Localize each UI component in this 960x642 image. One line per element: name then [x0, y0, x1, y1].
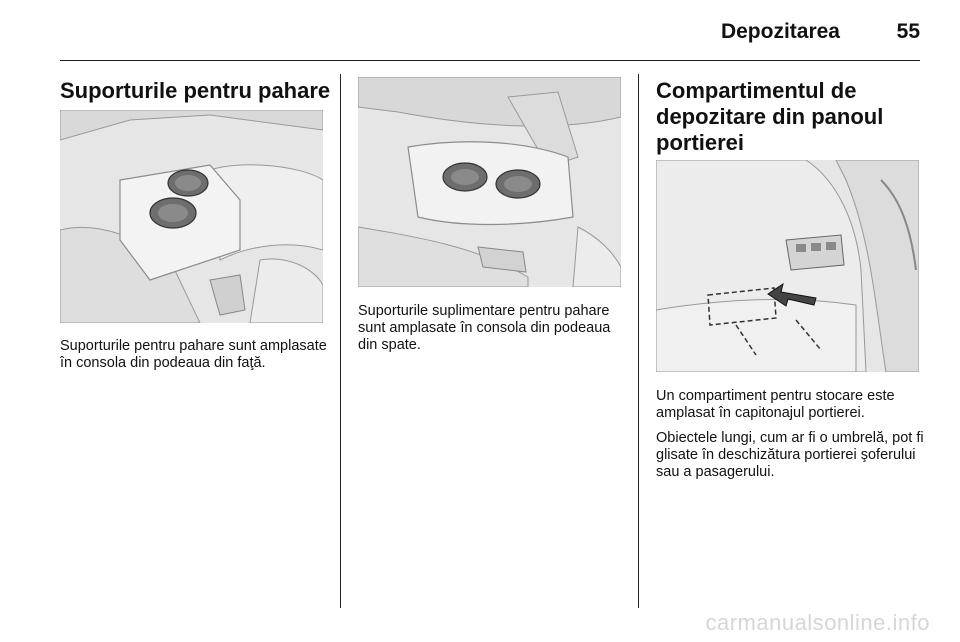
rear-cup-holders-illustration: [358, 77, 621, 287]
page-number: 55: [896, 20, 920, 43]
door-storage-paragraph-1: Un compartiment pentru stocare este amplasat în capitonajul portierei.: [656, 388, 895, 421]
watermark: carmanualsonline.info: [705, 610, 930, 635]
column-divider-2: [638, 74, 639, 608]
column-divider-1: [340, 74, 341, 608]
door-storage-heading: Compartimentul de depozitare din panoul portierei: [656, 78, 884, 155]
door-panel-storage-illustration: [656, 160, 919, 372]
section-title: Depozitarea: [720, 20, 840, 43]
front-cup-holders-illustration: [60, 110, 323, 323]
front-cup-holders-caption: Suporturile pentru pahare sunt amplasate în consola din podeaua din faţă.: [60, 338, 327, 371]
rear-cup-holders-caption: Suporturile suplimentare pentru pahare sunt amplasate în consola din podeaua din spate.: [358, 303, 611, 353]
header-divider: [60, 60, 920, 61]
door-storage-paragraph-2: Obiectele lungi, cum ar fi o umbrelă, pot fi glisate în deschizătura portierei şoferului sau a pasagerului.: [656, 430, 924, 480]
cup-holders-heading: Suporturile pentru pahare: [60, 78, 331, 103]
